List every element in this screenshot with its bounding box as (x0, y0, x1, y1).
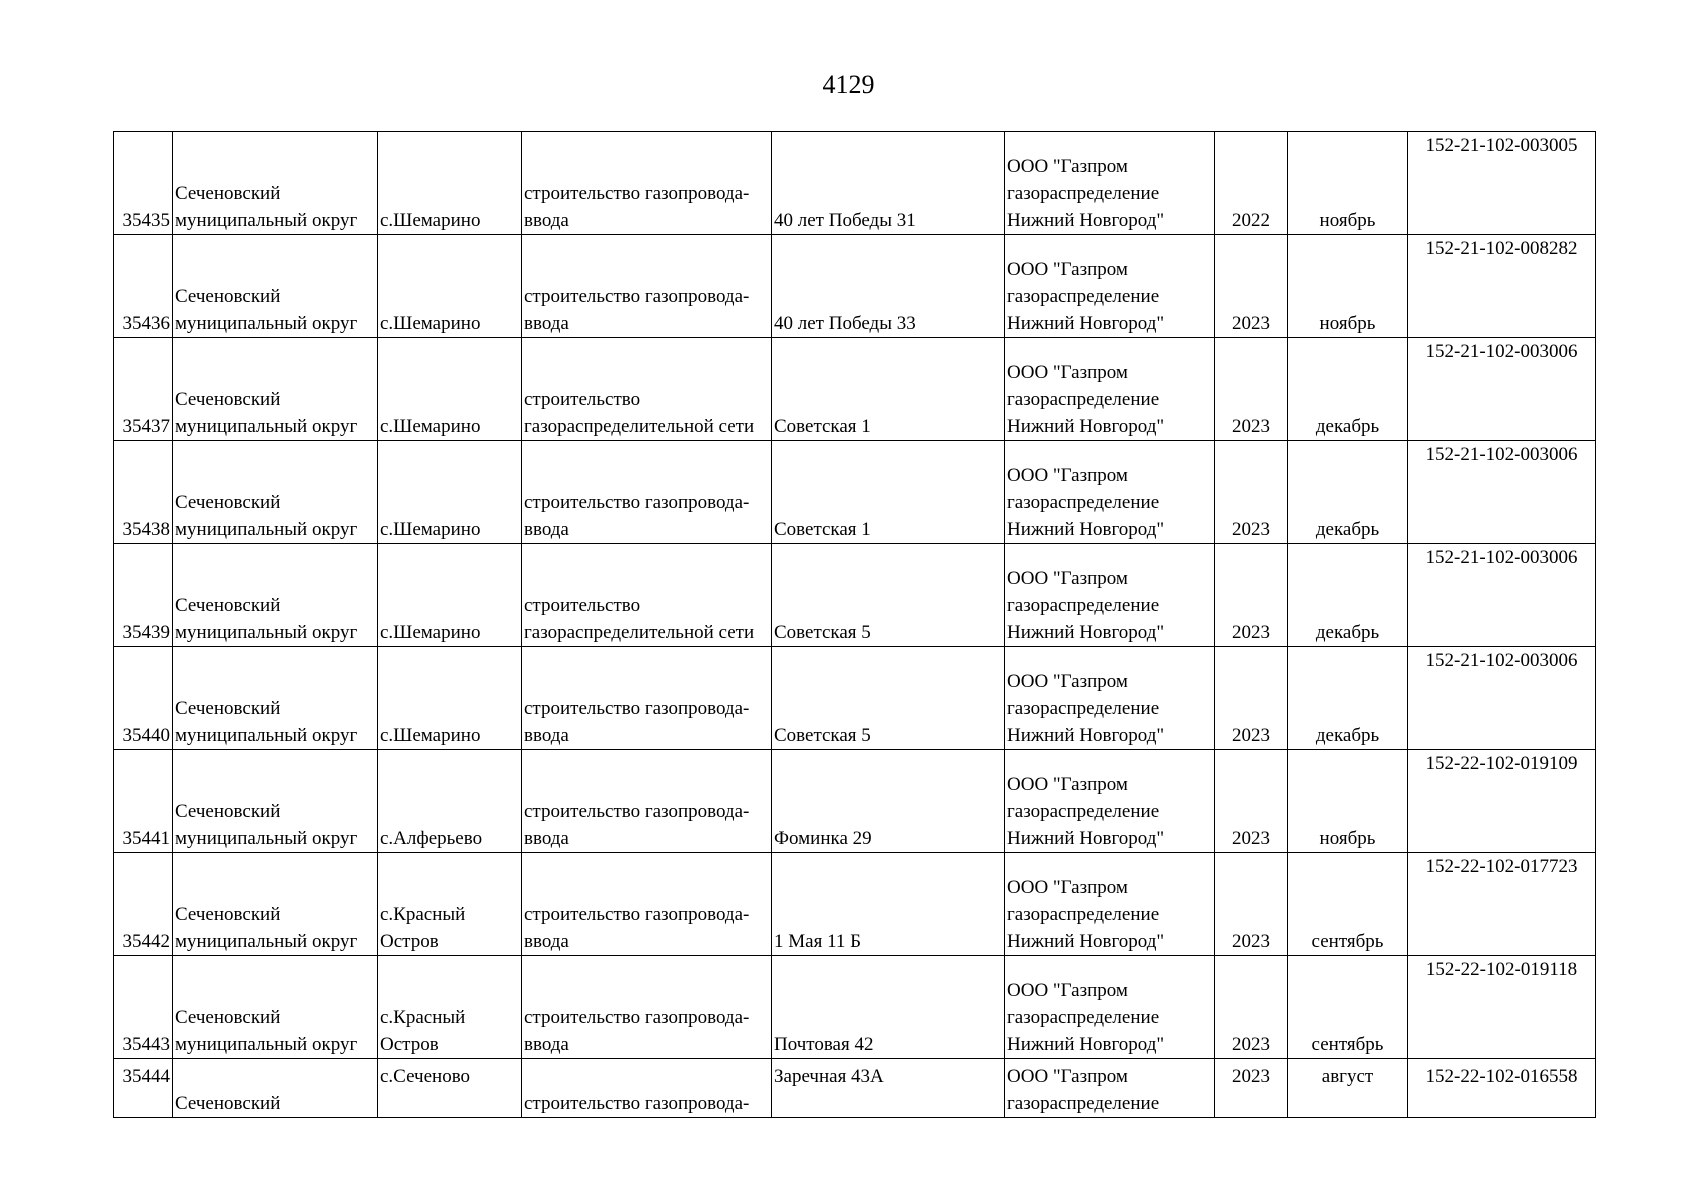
month-cell (1288, 544, 1408, 647)
organization-cell-line: ООО "Газпром (1007, 465, 1128, 486)
locality-cell (378, 1059, 522, 1118)
locality-cell (378, 647, 522, 750)
organization-cell-line: ООО "Газпром (1007, 362, 1128, 383)
locality-cell-line: Остров (380, 931, 439, 952)
table-row (114, 441, 1596, 544)
organization-cell-line: Нижний Новгород" (1007, 313, 1165, 334)
locality-cell-line: с.Шемарино (380, 622, 481, 643)
code-cell-text: 152-22-102-017723 (1425, 856, 1578, 877)
row-number-cell-text: 35436 (122, 313, 170, 334)
code-cell-text: 152-21-102-003006 (1425, 547, 1578, 568)
work-type-cell-line: строительство газопровода- (524, 1007, 750, 1028)
row-number-cell (114, 750, 173, 853)
work-type-cell (522, 647, 772, 750)
month-cell-text: декабрь (1315, 416, 1380, 437)
year-cell-text: 2023 (1232, 416, 1270, 437)
district-cell-line: Сеченовский (175, 389, 281, 410)
address-cell (772, 750, 1005, 853)
work-type-cell (522, 956, 772, 1059)
code-cell (1408, 544, 1596, 647)
page-number: 4129 (822, 70, 875, 99)
organization-cell-line: Нижний Новгород" (1007, 519, 1165, 540)
work-type-cell (522, 132, 772, 235)
organization-cell-line: ООО "Газпром (1007, 156, 1128, 177)
address-cell (772, 544, 1005, 647)
table-row (114, 338, 1596, 441)
row-number-cell-text: 35438 (122, 519, 170, 540)
row-number-cell (114, 441, 173, 544)
organization-cell-line: газораспределение (1007, 183, 1160, 204)
address-cell (772, 853, 1005, 956)
address-cell-text: 40 лет Победы 31 (774, 210, 916, 231)
organization-cell-line: газораспределение (1007, 492, 1160, 513)
organization-cell-line: газораспределение (1007, 389, 1160, 410)
table-row (114, 132, 1596, 235)
row-number-cell-text: 35444 (122, 1066, 170, 1087)
district-cell (173, 235, 378, 338)
row-number-cell-text: 35442 (122, 931, 170, 952)
locality-cell-line: с.Сеченово (380, 1066, 471, 1087)
work-type-cell-line: строительство газопровода- (524, 183, 750, 204)
locality-cell-line: с.Алферьево (380, 828, 483, 849)
code-cell-text: 152-21-102-003005 (1425, 135, 1578, 156)
organization-cell-line: ООО "Газпром (1007, 259, 1128, 280)
row-number-cell-text: 35439 (122, 622, 170, 643)
address-cell-text: Советская 5 (774, 622, 871, 643)
table-row (114, 1059, 1596, 1118)
work-type-cell (522, 1059, 772, 1118)
work-type-cell-line: ввода (524, 313, 569, 334)
address-cell (772, 647, 1005, 750)
address-cell (772, 441, 1005, 544)
locality-cell (378, 544, 522, 647)
month-cell-text: август (1321, 1066, 1374, 1087)
year-cell (1215, 338, 1288, 441)
district-cell (173, 956, 378, 1059)
district-cell (173, 647, 378, 750)
work-type-cell (522, 441, 772, 544)
district-cell-line: муниципальный округ (175, 313, 358, 334)
district-cell-line: муниципальный округ (175, 828, 358, 849)
organization-cell-line: Нижний Новгород" (1007, 622, 1165, 643)
code-cell (1408, 441, 1596, 544)
organization-cell (1005, 1059, 1215, 1118)
month-cell (1288, 647, 1408, 750)
code-cell (1408, 647, 1596, 750)
work-type-cell-line: строительство (524, 595, 641, 616)
row-number-cell-text: 35441 (122, 828, 170, 849)
address-cell-text: Советская 1 (774, 519, 871, 540)
district-cell-line: Сеченовский (175, 286, 281, 307)
code-cell (1408, 1059, 1596, 1118)
month-cell-text: декабрь (1315, 725, 1380, 746)
month-cell (1288, 750, 1408, 853)
table-row (114, 235, 1596, 338)
work-type-cell-line: строительство газопровода- (524, 698, 750, 719)
locality-cell (378, 235, 522, 338)
locality-cell-line: Остров (380, 1034, 439, 1055)
work-type-cell (522, 750, 772, 853)
row-number-cell (114, 235, 173, 338)
registry-body (114, 132, 1596, 1118)
row-number-cell (114, 853, 173, 956)
code-cell-text: 152-21-102-003006 (1425, 341, 1578, 362)
row-number-cell-text: 35440 (122, 725, 170, 746)
month-cell (1288, 132, 1408, 235)
work-type-cell-line: строительство газопровода- (524, 492, 750, 513)
year-cell (1215, 132, 1288, 235)
district-cell (173, 853, 378, 956)
work-type-cell-line: строительство газопровода- (524, 1093, 750, 1114)
row-number-cell (114, 1059, 173, 1118)
organization-cell-line: Нижний Новгород" (1007, 210, 1165, 231)
organization-cell-line: газораспределение (1007, 595, 1160, 616)
work-type-cell (522, 853, 772, 956)
row-number-cell (114, 647, 173, 750)
code-cell (1408, 338, 1596, 441)
address-cell-text: Заречная 43А (774, 1066, 884, 1087)
organization-cell (1005, 235, 1215, 338)
year-cell-text: 2023 (1232, 931, 1270, 952)
district-cell-line: Сеченовский (175, 904, 281, 925)
organization-cell-line: Нижний Новгород" (1007, 931, 1165, 952)
district-cell-line: Сеченовский (175, 801, 281, 822)
work-type-cell-line: ввода (524, 210, 569, 231)
organization-cell-line: газораспределение (1007, 801, 1160, 822)
year-cell (1215, 956, 1288, 1059)
row-number-cell-text: 35437 (122, 416, 170, 437)
district-cell-line: муниципальный округ (175, 1034, 358, 1055)
organization-cell-line: ООО "Газпром (1007, 568, 1128, 589)
code-cell (1408, 853, 1596, 956)
code-cell-text: 152-21-102-008282 (1425, 238, 1578, 259)
row-number-cell (114, 338, 173, 441)
address-cell-text: 1 Мая 11 Б (774, 931, 862, 952)
work-type-cell (522, 235, 772, 338)
district-cell-line: Сеченовский (175, 698, 281, 719)
locality-cell (378, 750, 522, 853)
code-cell (1408, 750, 1596, 853)
organization-cell (1005, 544, 1215, 647)
district-cell (173, 441, 378, 544)
table-row (114, 853, 1596, 956)
district-cell-line: муниципальный округ (175, 622, 358, 643)
district-cell (173, 338, 378, 441)
year-cell-text: 2023 (1232, 519, 1270, 540)
month-cell (1288, 441, 1408, 544)
organization-cell-line: газораспределение (1007, 1093, 1160, 1114)
year-cell-text: 2023 (1232, 828, 1270, 849)
district-cell-line: Сеченовский (175, 492, 281, 513)
table-row (114, 750, 1596, 853)
year-cell (1215, 1059, 1288, 1118)
year-cell (1215, 853, 1288, 956)
organization-cell (1005, 132, 1215, 235)
district-cell-line: муниципальный округ (175, 931, 358, 952)
row-number-cell-text: 35443 (122, 1034, 170, 1055)
address-cell-text: Советская 5 (774, 725, 871, 746)
locality-cell-line: с.Красный (380, 904, 466, 925)
work-type-cell-line: строительство газопровода- (524, 904, 750, 925)
organization-cell-line: газораспределение (1007, 904, 1160, 925)
district-cell-line: Сеченовский (175, 1093, 281, 1114)
work-type-cell-line: газораспределительной сети (524, 416, 755, 437)
organization-cell (1005, 338, 1215, 441)
district-cell (173, 544, 378, 647)
locality-cell-line: с.Шемарино (380, 416, 481, 437)
address-cell (772, 956, 1005, 1059)
address-cell-text: 40 лет Победы 33 (774, 313, 916, 334)
work-type-cell-line: газораспределительной сети (524, 622, 755, 643)
row-number-cell (114, 544, 173, 647)
row-number-cell (114, 132, 173, 235)
locality-cell (378, 441, 522, 544)
organization-cell-line: ООО "Газпром (1007, 980, 1128, 1001)
organization-cell-line: ООО "Газпром (1007, 774, 1128, 795)
district-cell-line: муниципальный округ (175, 416, 358, 437)
year-cell-text: 2023 (1232, 622, 1270, 643)
address-cell (772, 338, 1005, 441)
district-cell-line: муниципальный округ (175, 210, 358, 231)
organization-cell-line: Нижний Новгород" (1007, 1034, 1165, 1055)
year-cell-text: 2022 (1232, 210, 1270, 231)
work-type-cell-line: ввода (524, 519, 569, 540)
district-cell-line: Сеченовский (175, 595, 281, 616)
address-cell-text: Почтовая 42 (774, 1034, 874, 1055)
work-type-cell-line: ввода (524, 931, 569, 952)
code-cell-text: 152-21-102-003006 (1425, 650, 1578, 671)
month-cell-text: ноябрь (1319, 828, 1376, 849)
code-cell-text: 152-22-102-016558 (1425, 1066, 1578, 1087)
year-cell (1215, 235, 1288, 338)
year-cell-text: 2023 (1232, 313, 1270, 334)
code-cell-text: 152-21-102-003006 (1425, 444, 1578, 465)
locality-cell-line: с.Шемарино (380, 519, 481, 540)
work-type-cell-line: ввода (524, 725, 569, 746)
work-type-cell-line: строительство газопровода- (524, 801, 750, 822)
month-cell (1288, 853, 1408, 956)
district-cell-line (175, 1063, 375, 1090)
locality-cell-line: с.Шемарино (380, 210, 481, 231)
year-cell (1215, 441, 1288, 544)
locality-cell (378, 338, 522, 441)
organization-cell (1005, 647, 1215, 750)
code-cell-text: 152-22-102-019109 (1425, 753, 1578, 774)
month-cell (1288, 1059, 1408, 1118)
address-cell (772, 235, 1005, 338)
year-cell-text: 2023 (1232, 1066, 1270, 1087)
organization-cell (1005, 853, 1215, 956)
district-cell (173, 750, 378, 853)
month-cell-text: сентябрь (1311, 931, 1384, 952)
month-cell (1288, 235, 1408, 338)
table-row (114, 544, 1596, 647)
district-cell (173, 132, 378, 235)
district-cell (173, 1059, 378, 1118)
work-type-cell (522, 338, 772, 441)
locality-cell-line: с.Шемарино (380, 313, 481, 334)
organization-cell-line: Нижний Новгород" (1007, 828, 1165, 849)
code-cell (1408, 235, 1596, 338)
month-cell-text: ноябрь (1319, 313, 1376, 334)
locality-cell-line: с.Красный (380, 1007, 466, 1028)
table-row (114, 956, 1596, 1059)
organization-cell-line: ООО "Газпром (1007, 1066, 1128, 1087)
locality-cell (378, 132, 522, 235)
organization-cell (1005, 441, 1215, 544)
organization-cell-line: Нижний Новгород" (1007, 416, 1165, 437)
organization-cell (1005, 750, 1215, 853)
year-cell-text: 2023 (1232, 725, 1270, 746)
district-cell-line: муниципальный округ (175, 725, 358, 746)
organization-cell-line: газораспределение (1007, 698, 1160, 719)
month-cell (1288, 956, 1408, 1059)
work-type-cell-line: ввода (524, 828, 569, 849)
month-cell-text: декабрь (1315, 519, 1380, 540)
work-type-cell-line: ввода (524, 1034, 569, 1055)
work-type-cell-line: строительство (524, 389, 641, 410)
code-cell (1408, 956, 1596, 1059)
locality-cell (378, 853, 522, 956)
code-cell (1408, 132, 1596, 235)
organization-cell-line: ООО "Газпром (1007, 671, 1128, 692)
work-type-cell-line: строительство газопровода- (524, 286, 750, 307)
locality-cell-line: с.Шемарино (380, 725, 481, 746)
year-cell (1215, 544, 1288, 647)
address-cell-text: Фоминка 29 (774, 828, 872, 849)
year-cell (1215, 647, 1288, 750)
row-number-cell-text: 35435 (122, 210, 170, 231)
address-cell (772, 1059, 1005, 1118)
gas-registry-table (113, 131, 1596, 1118)
district-cell-line: Сеченовский (175, 1007, 281, 1028)
row-number-cell (114, 956, 173, 1059)
month-cell-text: декабрь (1315, 622, 1380, 643)
district-cell-line: Сеченовский (175, 183, 281, 204)
month-cell-text: сентябрь (1311, 1034, 1384, 1055)
address-cell-text: Советская 1 (774, 416, 871, 437)
month-cell-text: ноябрь (1319, 210, 1376, 231)
organization-cell-line: ООО "Газпром (1007, 877, 1128, 898)
work-type-cell (522, 544, 772, 647)
district-cell-line: муниципальный округ (175, 519, 358, 540)
organization-cell-line: Нижний Новгород" (1007, 725, 1165, 746)
code-cell-text: 152-22-102-019118 (1425, 959, 1578, 980)
year-cell-text: 2023 (1232, 1034, 1270, 1055)
address-cell (772, 132, 1005, 235)
organization-cell-line: газораспределение (1007, 1007, 1160, 1028)
year-cell (1215, 750, 1288, 853)
work-type-cell-line (524, 1063, 769, 1090)
locality-cell (378, 956, 522, 1059)
organization-cell-line: газораспределение (1007, 286, 1160, 307)
table-row (114, 647, 1596, 750)
month-cell (1288, 338, 1408, 441)
organization-cell (1005, 956, 1215, 1059)
